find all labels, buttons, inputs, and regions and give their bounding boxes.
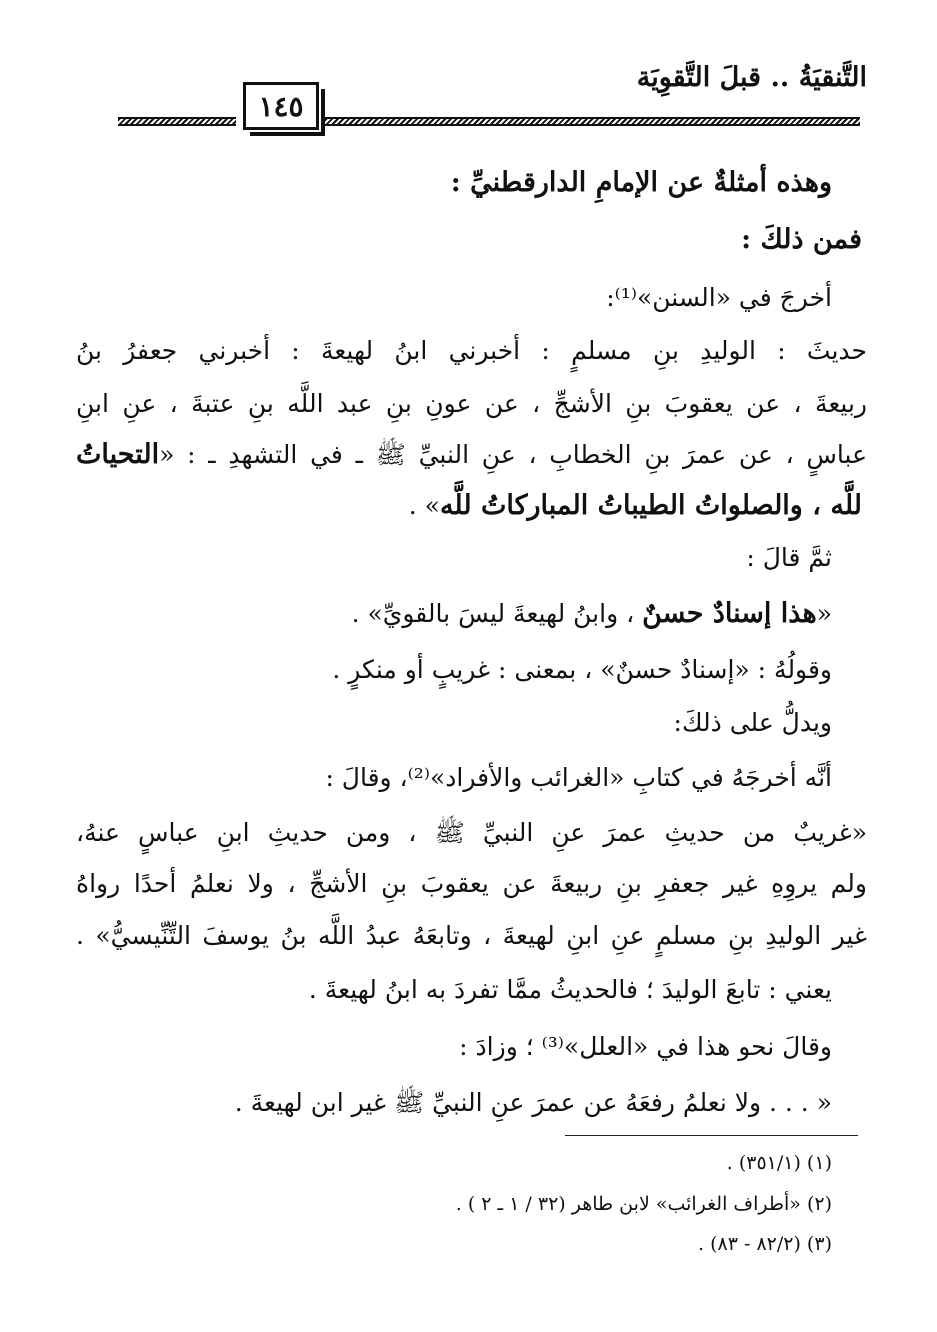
text-line-16: « . . . ولا نعلمُ رفعَهُ عن عمرَ عنِ النبيِّ ﷺ غير ابن لهيعةَ . — [234, 1088, 832, 1117]
footnote-1: (١) (٣٥١/١) . — [726, 1152, 832, 1174]
text-line-09: ويدلُّ على ذلكَ: — [673, 708, 832, 737]
text-line-05 — [409, 488, 862, 524]
text-line-12: ولم يروِهِ غير جعفرِ بنِ ربيعةَ عن يعقوبَ بنِ الأشجِّ ، ولا نعلمُ أحدًا رواهُ — [76, 869, 867, 898]
text-line-05-end: » . — [408, 491, 440, 520]
text-line-03: ربيعةَ ، عن يعقوبَ بنِ الأشجِّ ، عن عونِ بنِ عبد اللَّه بنِ عتبةَ ، عنِ ابنِ — [76, 389, 867, 418]
text-line-08: وقولُهُ : «إسنادٌ حسنٌ» ، بمعنى : غريبٍ أو منكرٍ . — [332, 655, 832, 684]
text-line-07-open: « — [816, 599, 832, 628]
footnote-separator — [565, 1135, 858, 1136]
text-line-15: وقالَ نحو هذا في «العلل»⁽³⁾ ؛ وزادَ : — [459, 1032, 832, 1061]
running-title: التَّنقيَةُ .. قبلَ التَّقوِيَة — [636, 62, 867, 93]
text-line-13: غير الوليدِ بنِ مسلمٍ عنِ ابنِ لهيعةَ ، وتابعَهُ عبدُ اللَّه بنُ يوسفَ التِّنِّيسيُّ» . — [76, 921, 867, 950]
text-line-02: حديثَ : الوليدِ بنِ مسلمٍ : أخبرني ابنُ لهيعةَ : أخبرني جعفرُ بنُ — [76, 336, 867, 365]
text-line-06: ثمَّ قالَ : — [746, 543, 832, 572]
text-line-11: «غريبٌ من حديثِ عمرَ عنِ النبيِّ ﷺ ، ومن حديثِ ابنِ عباسٍ عنهُ، — [76, 818, 867, 847]
text-line-04 — [76, 437, 867, 473]
section-heading: وهذه أمثلةٌ عن الإمامِ الدارقطنيِّ : — [450, 167, 832, 198]
footnote-2: (٢) «أطراف الغرائب» لابن طاهر (٣٢ / ١ ـ ٢ ) . — [455, 1193, 832, 1215]
text-line-04-plain: عباسٍ ، عن عمرَ بنِ الخطابِ ، عنِ النبيِّ ﷺ ـ في التشهدِ ـ : « — [159, 440, 867, 469]
subheading: فمن ذلكَ : — [741, 224, 862, 255]
footnote-3: (٣) (٨٢/٢ - ٨٣) . — [698, 1233, 832, 1255]
text-line-07-bold: هذا إسنادٌ حسنٌ — [642, 598, 817, 629]
text-line-10: أنَّه أخرجَهُ في كتابِ «الغرائب والأفراد»⁽²⁾، وقالَ : — [325, 763, 832, 792]
text-line-05-bold: للَّه ، والصلواتُ الطيباتُ المباركاتُ للَّه — [439, 490, 862, 521]
text-line-07-rest: ، وابنُ لهيعةَ ليسَ بالقويِّ» . — [351, 599, 643, 628]
header-rule-left — [118, 117, 236, 126]
page-number: ١٤٥ — [243, 82, 319, 130]
text-line-14: يعني : تابعَ الوليدَ ؛ فالحديثُ ممَّا تفردَ به ابنُ لهيعةَ . — [308, 975, 832, 1004]
text-line-04-bold: التحياتُ — [76, 439, 160, 470]
text-line-01: أخرجَ في «السنن»⁽¹⁾: — [606, 283, 832, 312]
header-rule-right — [325, 117, 860, 126]
text-line-07 — [352, 596, 832, 632]
